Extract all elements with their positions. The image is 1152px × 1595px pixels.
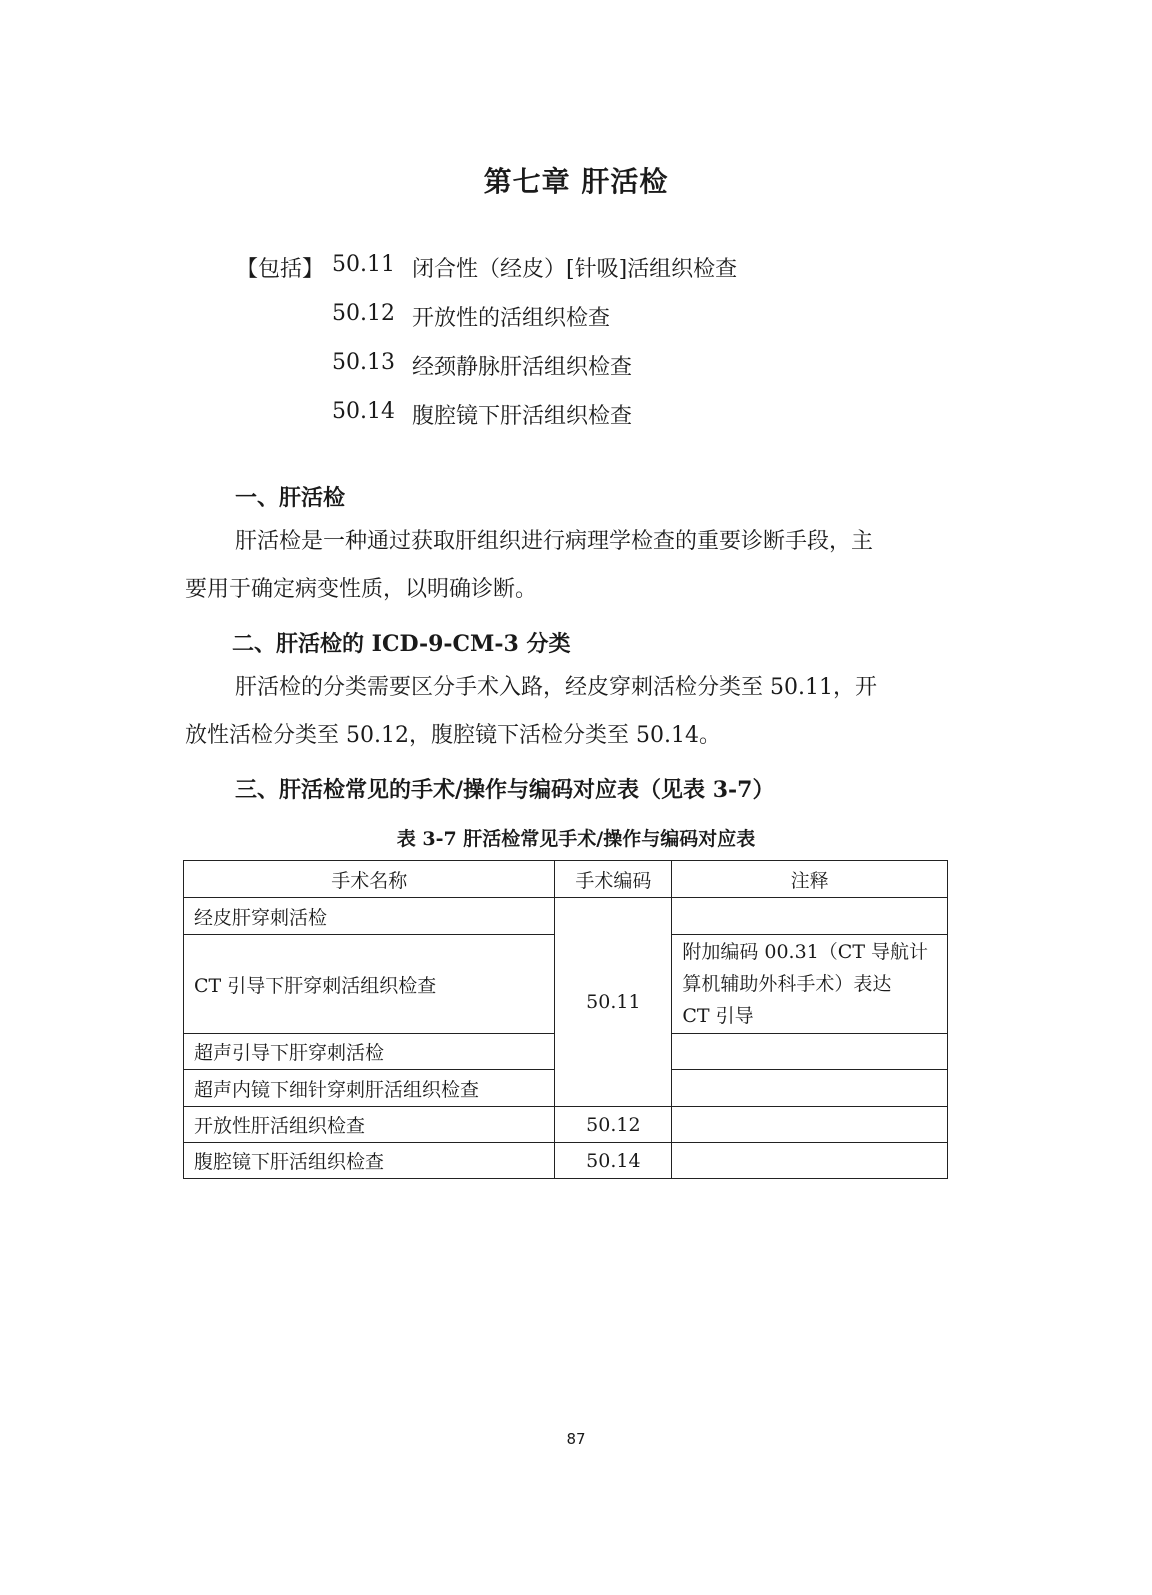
paragraph-line: 放性活检分类至 50.12，腹腔镜下活检分类至 50.14。 — [185, 723, 721, 748]
paragraph-line: 肝活检的分类需要区分手术入路，经皮穿刺活检分类至 50.11，开 — [235, 675, 877, 700]
include-code: 50.11 — [332, 252, 395, 277]
note-cell — [672, 1070, 948, 1107]
section-heading: 三、肝活检常见的手术/操作与编码对应表（见表 3-7） — [235, 777, 775, 803]
note-cell — [672, 1034, 948, 1070]
page-number: 87 — [566, 1430, 586, 1448]
table-caption: 表 3-7 肝活检常见手术/操作与编码对应表 — [396, 828, 756, 850]
section-heading: 二、肝活检的 ICD-9-CM-3 分类 — [232, 631, 571, 657]
paragraph-line: 肝活检是一种通过获取肝组织进行病理学检查的重要诊断手段，主 — [235, 529, 874, 554]
procedure-code-cell: 50.12 — [555, 1107, 672, 1143]
paragraph-line: 要用于确定病变性质，以明确诊断。 — [185, 577, 538, 602]
header-cell: 手术名称 — [184, 861, 555, 898]
procedure-name-cell: 超声内镜下细针穿刺肝活组织检查 — [184, 1070, 555, 1107]
chapter-title: 第七章 肝活检 — [483, 165, 669, 198]
table-header-row — [184, 861, 948, 898]
note-line: 附加编码 00.31（CT 导航计 — [682, 941, 929, 963]
procedure-name-cell: CT 引导下肝穿刺活组织检查 — [184, 935, 555, 1034]
include-text: 闭合性（经皮）[针吸]活组织检查 — [412, 257, 738, 282]
procedure-code-cell: 50.11 — [555, 898, 672, 1107]
code-table — [183, 860, 948, 1179]
table-row — [184, 1143, 948, 1179]
header-cell: 手术编码 — [555, 861, 672, 898]
procedure-name-cell: 经皮肝穿刺活检 — [184, 898, 555, 935]
note-cell — [672, 935, 948, 1034]
note-cell — [672, 1143, 948, 1179]
header-cell: 注释 — [672, 861, 948, 898]
include-text: 开放性的活组织检查 — [412, 306, 611, 331]
include-code: 50.14 — [332, 399, 395, 424]
procedure-name-cell: 腹腔镜下肝活组织检查 — [184, 1143, 555, 1179]
note-line: CT 引导 — [682, 1005, 754, 1027]
procedure-name-cell: 超声引导下肝穿刺活检 — [184, 1034, 555, 1070]
include-text: 经颈静脉肝活组织检查 — [412, 355, 633, 380]
procedure-name-cell: 开放性肝活组织检查 — [184, 1107, 555, 1143]
include-code: 50.12 — [332, 301, 395, 326]
note-cell — [672, 1107, 948, 1143]
include-text: 腹腔镜下肝活组织检查 — [412, 404, 633, 429]
section-heading: 一、肝活检 — [235, 485, 346, 511]
procedure-code-cell: 50.14 — [555, 1143, 672, 1179]
table-row — [184, 1107, 948, 1143]
include-code: 50.13 — [332, 350, 395, 375]
note-cell — [672, 898, 948, 935]
table-row — [184, 898, 948, 935]
includes-label: 【包括】 — [236, 257, 325, 282]
note-line: 算机辅助外科手术）表达 — [682, 973, 892, 995]
